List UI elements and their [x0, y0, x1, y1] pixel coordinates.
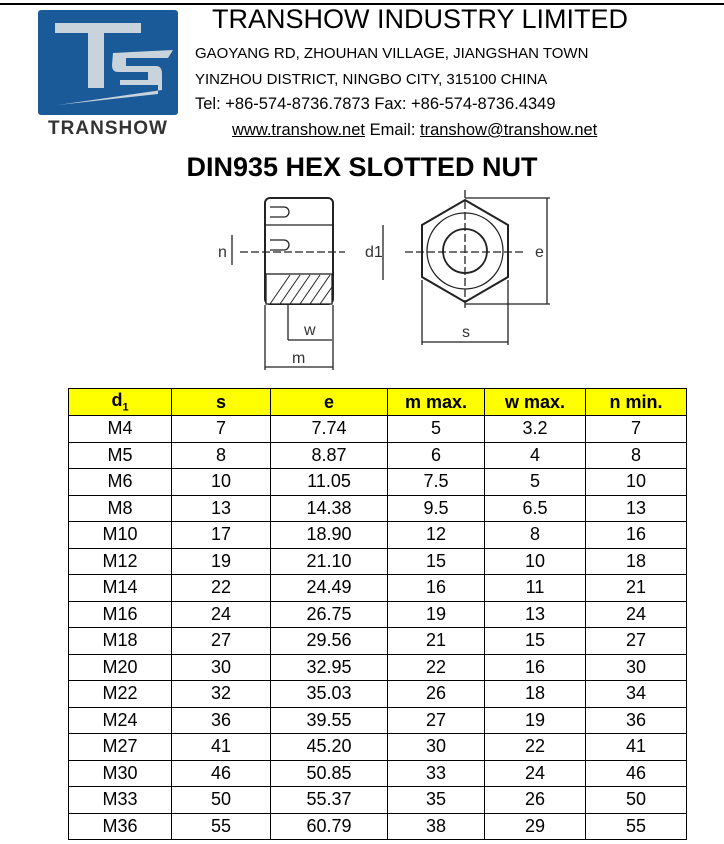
table-cell: 18	[485, 681, 586, 708]
table-cell: 6.5	[485, 495, 586, 522]
column-header: n min.	[586, 389, 687, 416]
table-cell: 24	[586, 601, 687, 628]
table-row	[69, 681, 687, 708]
table-cell: 50	[586, 787, 687, 814]
column-header: m max.	[388, 389, 485, 416]
table-cell: 45.20	[271, 734, 388, 761]
company-name: TRANSHOW INDUSTRY LIMITED	[212, 4, 629, 34]
table-cell: 55	[172, 813, 271, 840]
table-cell: 27	[388, 707, 485, 734]
table-cell: 50	[172, 787, 271, 814]
table-cell: 30	[172, 654, 271, 681]
table-cell: 9.5	[388, 495, 485, 522]
table-cell: M4	[69, 416, 172, 443]
table-cell: 8	[586, 442, 687, 469]
table-row	[69, 787, 687, 814]
table-cell: 27	[586, 628, 687, 655]
table-row	[69, 707, 687, 734]
label-m: m	[292, 350, 306, 367]
logo-wordmark: TRANSHOW	[48, 118, 168, 139]
table-cell: 19	[172, 548, 271, 575]
table-cell: 46	[172, 760, 271, 787]
address-line-1: GAOYANG RD, ZHOUHAN VILLAGE, JIANGSHAN TOWN	[195, 45, 589, 62]
table-cell: 39.55	[271, 707, 388, 734]
dimensions-table	[68, 388, 687, 840]
table-cell: 8	[172, 442, 271, 469]
table-cell: 35.03	[271, 681, 388, 708]
table-cell: 19	[388, 601, 485, 628]
table-cell: 21.10	[271, 548, 388, 575]
column-header: $d_1$	[69, 389, 172, 416]
table-cell: 50.85	[271, 760, 388, 787]
page-title: DIN935 HEX SLOTTED NUT	[186, 152, 538, 182]
table-cell: 19	[485, 707, 586, 734]
table-cell: 5	[485, 469, 586, 496]
table-cell: 41	[586, 734, 687, 761]
table-row	[69, 575, 687, 602]
table-cell: 30	[586, 654, 687, 681]
table-cell: 4	[485, 442, 586, 469]
column-header: w max.	[485, 389, 586, 416]
table-row	[69, 522, 687, 549]
table-cell: 46	[586, 760, 687, 787]
label-e: e	[535, 244, 544, 261]
table-cell: M22	[69, 681, 172, 708]
table-cell: 10	[172, 469, 271, 496]
table-body	[69, 416, 687, 840]
table-cell: 60.79	[271, 813, 388, 840]
table-cell: 36	[586, 707, 687, 734]
table-cell: M30	[69, 760, 172, 787]
table-cell: 22	[172, 575, 271, 602]
label-s: s	[462, 324, 470, 341]
table-cell: 16	[485, 654, 586, 681]
table-cell: 11	[485, 575, 586, 602]
column-header: s	[172, 389, 271, 416]
table-cell: M20	[69, 654, 172, 681]
nut-technical-drawing	[200, 185, 580, 380]
table-cell: 5	[388, 416, 485, 443]
table-row	[69, 813, 687, 840]
table-cell: 29.56	[271, 628, 388, 655]
label-n: n	[218, 244, 227, 261]
table-cell: 3.2	[485, 416, 586, 443]
table-cell: 21	[586, 575, 687, 602]
table-cell: 16	[388, 575, 485, 602]
table-cell: 8	[485, 522, 586, 549]
table-row	[69, 601, 687, 628]
table-cell: 34	[586, 681, 687, 708]
table-cell: 26.75	[271, 601, 388, 628]
table-cell: 29	[485, 813, 586, 840]
table-cell: 22	[485, 734, 586, 761]
table-cell: 10	[485, 548, 586, 575]
contact-line	[232, 121, 597, 140]
table-cell: M10	[69, 522, 172, 549]
table-cell: 38	[388, 813, 485, 840]
table-cell: 7.5	[388, 469, 485, 496]
table-cell: 11.05	[271, 469, 388, 496]
table-cell: M33	[69, 787, 172, 814]
table-row	[69, 734, 687, 761]
email-label: Email:	[364, 121, 420, 139]
table-cell: 32.95	[271, 654, 388, 681]
table-cell: 26	[388, 681, 485, 708]
table-cell: M27	[69, 734, 172, 761]
table-cell: 6	[388, 442, 485, 469]
table-cell: 55	[586, 813, 687, 840]
table-cell: 24	[172, 601, 271, 628]
table-cell: 7	[172, 416, 271, 443]
table-cell: 33	[388, 760, 485, 787]
table-row	[69, 628, 687, 655]
table-row	[69, 442, 687, 469]
table-cell: 35	[388, 787, 485, 814]
table-cell: 55.37	[271, 787, 388, 814]
table-cell: 18.90	[271, 522, 388, 549]
table-cell: 30	[388, 734, 485, 761]
phone-fax: Tel: +86-574-8736.7873 Fax: +86-574-8736.4349	[195, 95, 556, 113]
table-cell: M18	[69, 628, 172, 655]
table-cell: 32	[172, 681, 271, 708]
table-cell: 18	[586, 548, 687, 575]
email-link[interactable]: transhow@transhow.net	[420, 121, 598, 139]
table-row	[69, 416, 687, 443]
table-cell: 36	[172, 707, 271, 734]
table-cell: M24	[69, 707, 172, 734]
table-row	[69, 469, 687, 496]
website-link[interactable]: www.transhow.net	[232, 121, 365, 139]
table-cell: M14	[69, 575, 172, 602]
table-cell: 16	[586, 522, 687, 549]
table-cell: 13	[586, 495, 687, 522]
table-cell: 41	[172, 734, 271, 761]
table-cell: 12	[388, 522, 485, 549]
table-cell: 15	[388, 548, 485, 575]
column-header: e	[271, 389, 388, 416]
table-cell: M36	[69, 813, 172, 840]
table-cell: 27	[172, 628, 271, 655]
label-w: w	[304, 322, 316, 339]
table-row	[69, 654, 687, 681]
table-cell: 24	[485, 760, 586, 787]
table-cell: M5	[69, 442, 172, 469]
table-row	[69, 548, 687, 575]
table-cell: 7.74	[271, 416, 388, 443]
table-cell: M8	[69, 495, 172, 522]
table-cell: M6	[69, 469, 172, 496]
table-cell: 22	[388, 654, 485, 681]
table-cell: 15	[485, 628, 586, 655]
transhow-logo-icon	[38, 10, 178, 115]
table-cell: 26	[485, 787, 586, 814]
table-cell: 14.38	[271, 495, 388, 522]
table-header-row	[69, 389, 687, 416]
table-row	[69, 495, 687, 522]
table-cell: 10	[586, 469, 687, 496]
table-cell: 8.87	[271, 442, 388, 469]
table-cell: M16	[69, 601, 172, 628]
label-d1: d1	[365, 244, 383, 261]
table-cell: 13	[485, 601, 586, 628]
table-cell: 21	[388, 628, 485, 655]
table-cell: 24.49	[271, 575, 388, 602]
table-cell: 7	[586, 416, 687, 443]
table-cell: 17	[172, 522, 271, 549]
table-row	[69, 760, 687, 787]
table-cell: 13	[172, 495, 271, 522]
address-line-2: YINZHOU DISTRICT, NINGBO CITY, 315100 CHINA	[195, 71, 548, 88]
table-cell: M12	[69, 548, 172, 575]
